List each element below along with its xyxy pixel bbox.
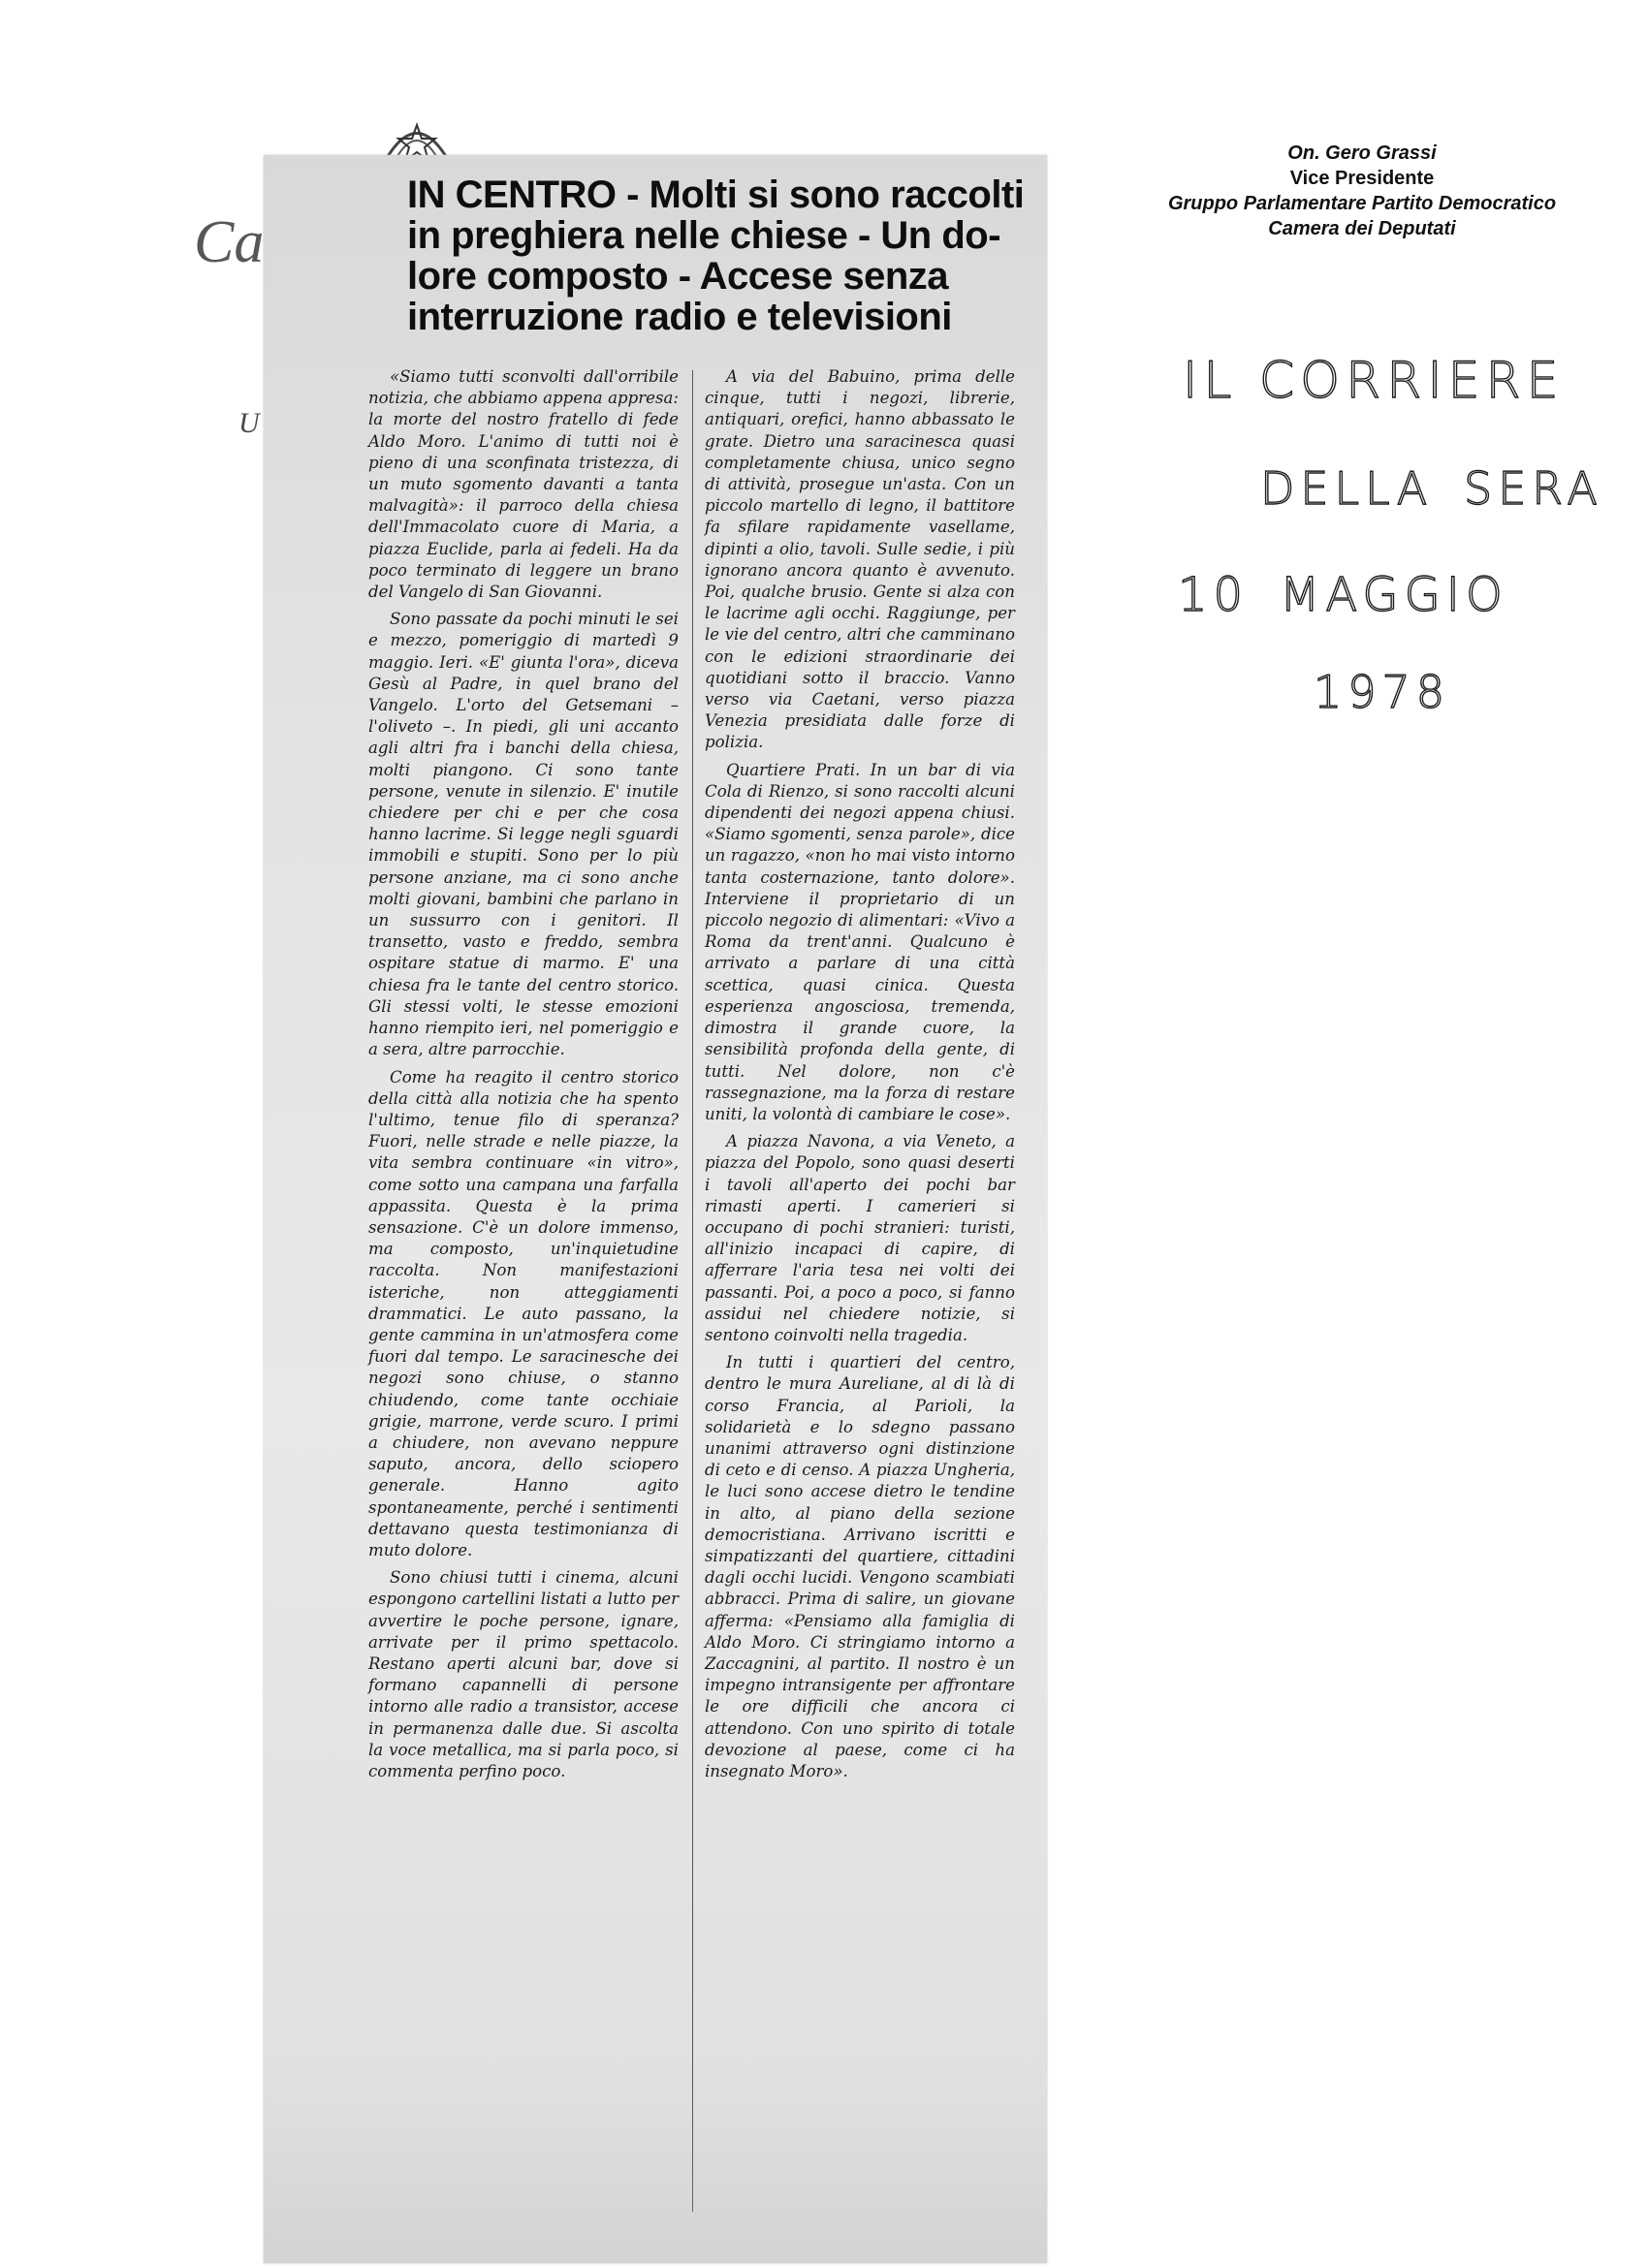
article-paragraph: «Siamo tutti sconvolti dall'orribile notizia, che abbiamo appena appresa: la morte del nostro fratello di fede Aldo Moro. L'animo di tutti noi è pieno di una sconfinata tristezza, di un muto sgomento davanti a tanta malvagità»: il parroco della chiesa dell'Immacolato cuore di Maria, a piazza Euclide, parla ai fedeli. Ha da poco terminato di leggere un brano del Vangelo di San Giovanni. [368,367,679,602]
headline-line: in preghiera nelle chiese - Un do- [407,214,1001,257]
headline-line: IN CENTRO - Molti si sono raccolti [407,173,1025,216]
article-paragraph: Sono chiusi tutti i cinema, alcuni espongono cartellini listati a lutto per avvertire le poche persone, ignare, arrivate per il primo spettacolo. Restano aperti alcuni bar, dove si formano capannelli di persone intorno alle radio a transistor, accese in permanenza dalle due. Si ascolta la voce metallica, ma si parla poco, si commenta perfino poco. [368,1568,679,1780]
letterhead-name: On. Gero Grassi [1287,142,1437,164]
letterhead-group: Gruppo Parlamentare Partito Democratico [1167,193,1557,214]
article-paragraph: Come ha reagito il centro storico della città alla notizia che ha spento l'ultimo, tenue filo di speranza? Fuori, nelle strade e nelle piazze, la vita sembra continuare «in vitro», come sotto una campana una farfalla appassita. Questa è la prima sensazione. C'è un dolore immenso, ma composto, un'inquietudine raccolta. Non manifestazioni isteriche, non atteggiamenti drammatici. Le auto passano, la gente cammina in un'atmosfera come fuori dal tempo. Le saracinesche dei negozi sono chiuse, o stanno chiudendo, come tante occhiaie grigie, marrone, verde scuro. I primi a chiudere, non avevano neppure saputo, ancora, dello sciopero generale. Hanno agito spontaneamente, perché i sentimenti dettavano questa testimonianza di muto dolore. [368,1067,679,1559]
headline-line: lore composto - Accese senza [407,255,949,298]
article-paragraph: A via del Babuino, prima delle cinque, tutti i negozi, librerie, antiquari, orefici, hanno abbassato le grate. Dietro una saracinesca quasi completamente chiusa, unico segno di attività, prosegue un'asta. Con un piccolo martello di legno, il battitore fa sfilare rapidamente vasellame, dipinti a olio, tavoli. Sulle sedie, i più ignorano ancora quanto è avvenuto. Poi, qualche brusio. Gente si alza con le lacrime agli occhi. Raggiunge, per le vie del centro, altri che camminano con le edizioni straordinarie dei quotidiani sotto il braccio. Vanno verso via Caetani, verso piazza Venezia presidiata dalle forze di polizia. [705,367,1015,752]
column-divider [692,370,693,2212]
background-letterhead-fragment: U [238,407,260,439]
article-paragraph: Quartiere Prati. In un bar di via Cola di Rienzo, si sono raccolti alcuni dipendenti dei negozi appena chiusi. «Siamo sgomenti, senza parole», dice un ragazzo, «non ho mai visto intorno tanta costernazione, tanto dolore». Interviene il proprietario di un piccolo negozio di alimentari: «Vivo a Roma da trent'anni. Qualcuno è arrivato a parlare di una città scettica, quasi cinica. Questa esperienza angosciosa, tremenda, dimostra il grande cuore, la sensibilità profonda della gente, di tutti. Nel dolore, non c'è rassegnazione, ma la forza di restare uniti, la volontà di cambiare le cose». [705,760,1015,1123]
handwritten-line-2b: SERA [1464,462,1603,515]
headline-line: interruzione radio e televisioni [407,296,952,338]
background-letterhead-script: Ca [194,209,265,275]
article-paragraph: In tutti i quartieri del centro, dentro le mura Aureliane, al di là di corso Francia, al Parioli, la solidarietà e lo sdegno passano unanimi attraverso ogni distinzione di ceto e di censo. A piazza Ungheria, le luci sono accese dietro le tendine in alto, al piano della sezione democristiana. Arrivano iscritti e simpatizzanti del quartiere, cittadini dagli occhi lucidi. Vengono scambiati abbracci. Prima di salire, un giovane afferma: «Pensiamo alla famiglia di Aldo Moro. Ci stringiamo intorno a Zaccagnini, al partito. Il nostro è un impegno intransigente per affrontare le ore difficili che ancora ci attendono. Con uno spirito di totale devozione al paese, come ci ha insegnato Moro». [705,1353,1015,1780]
letterhead-role: Vice Presidente [1289,168,1435,189]
handwritten-line-4: 1978 [1314,666,1451,718]
clipping-torn-edge [264,2079,1047,2263]
article-column-right [705,366,1015,1788]
handwritten-line-3a: 10 [1178,568,1250,622]
letterhead-chamber: Camera dei Deputati [1268,218,1456,239]
handwritten-line-2a: DELLA [1260,462,1434,515]
letterhead [1115,141,1609,241]
newspaper-clipping [264,155,1047,2263]
handwritten-line-3b: MAGGIO [1280,568,1508,622]
handwritten-line-1: IL CORRIERE [1183,352,1565,410]
article-column-left [368,366,679,1788]
handwritten-note [1144,344,1609,732]
article-headline [407,174,1028,337]
article-paragraph: Sono passate da pochi minuti le sei e mezzo, pomeriggio di martedì 9 maggio. Ieri. «E' giunta l'ora», diceva Gesù al Padre, in quel brano del Vangelo. L'orto del Getsemani – l'oliveto –. In piedi, gli uni accanto agli altri fra i banchi della chiesa, molti piangono. Ci sono tante persone, venute in silenzio. E' inutile chiedere per chi e per che cosa hanno lacrime. Si legge negli sguardi immobili e stupiti. Sono per lo più persone anziane, ma ci sono anche molti giovani, bambini che parlano in un sussurro con i genitori. Il transetto, vasto e freddo, sembra ospitare statue di marmo. E' una chiesa fra le tante del centro storico. Gli stessi volti, le stesse emozioni hanno riempito ieri, nel pomeriggio e a sera, altre parrocchie. [368,610,679,1059]
article-paragraph: A piazza Navona, a via Veneto, a piazza del Popolo, sono quasi deserti i tavoli all'aperto dei pochi bar rimasti aperti. I camerieri si occupano di pochi stranieri: turisti, all'inizio incapaci di capire, di afferrare l'aria tesa nei volti dei passanti. Poi, a poco a poco, si fanno assidui nel chiedere notizie, si sentono coinvolti nella tragedia. [705,1132,1015,1344]
